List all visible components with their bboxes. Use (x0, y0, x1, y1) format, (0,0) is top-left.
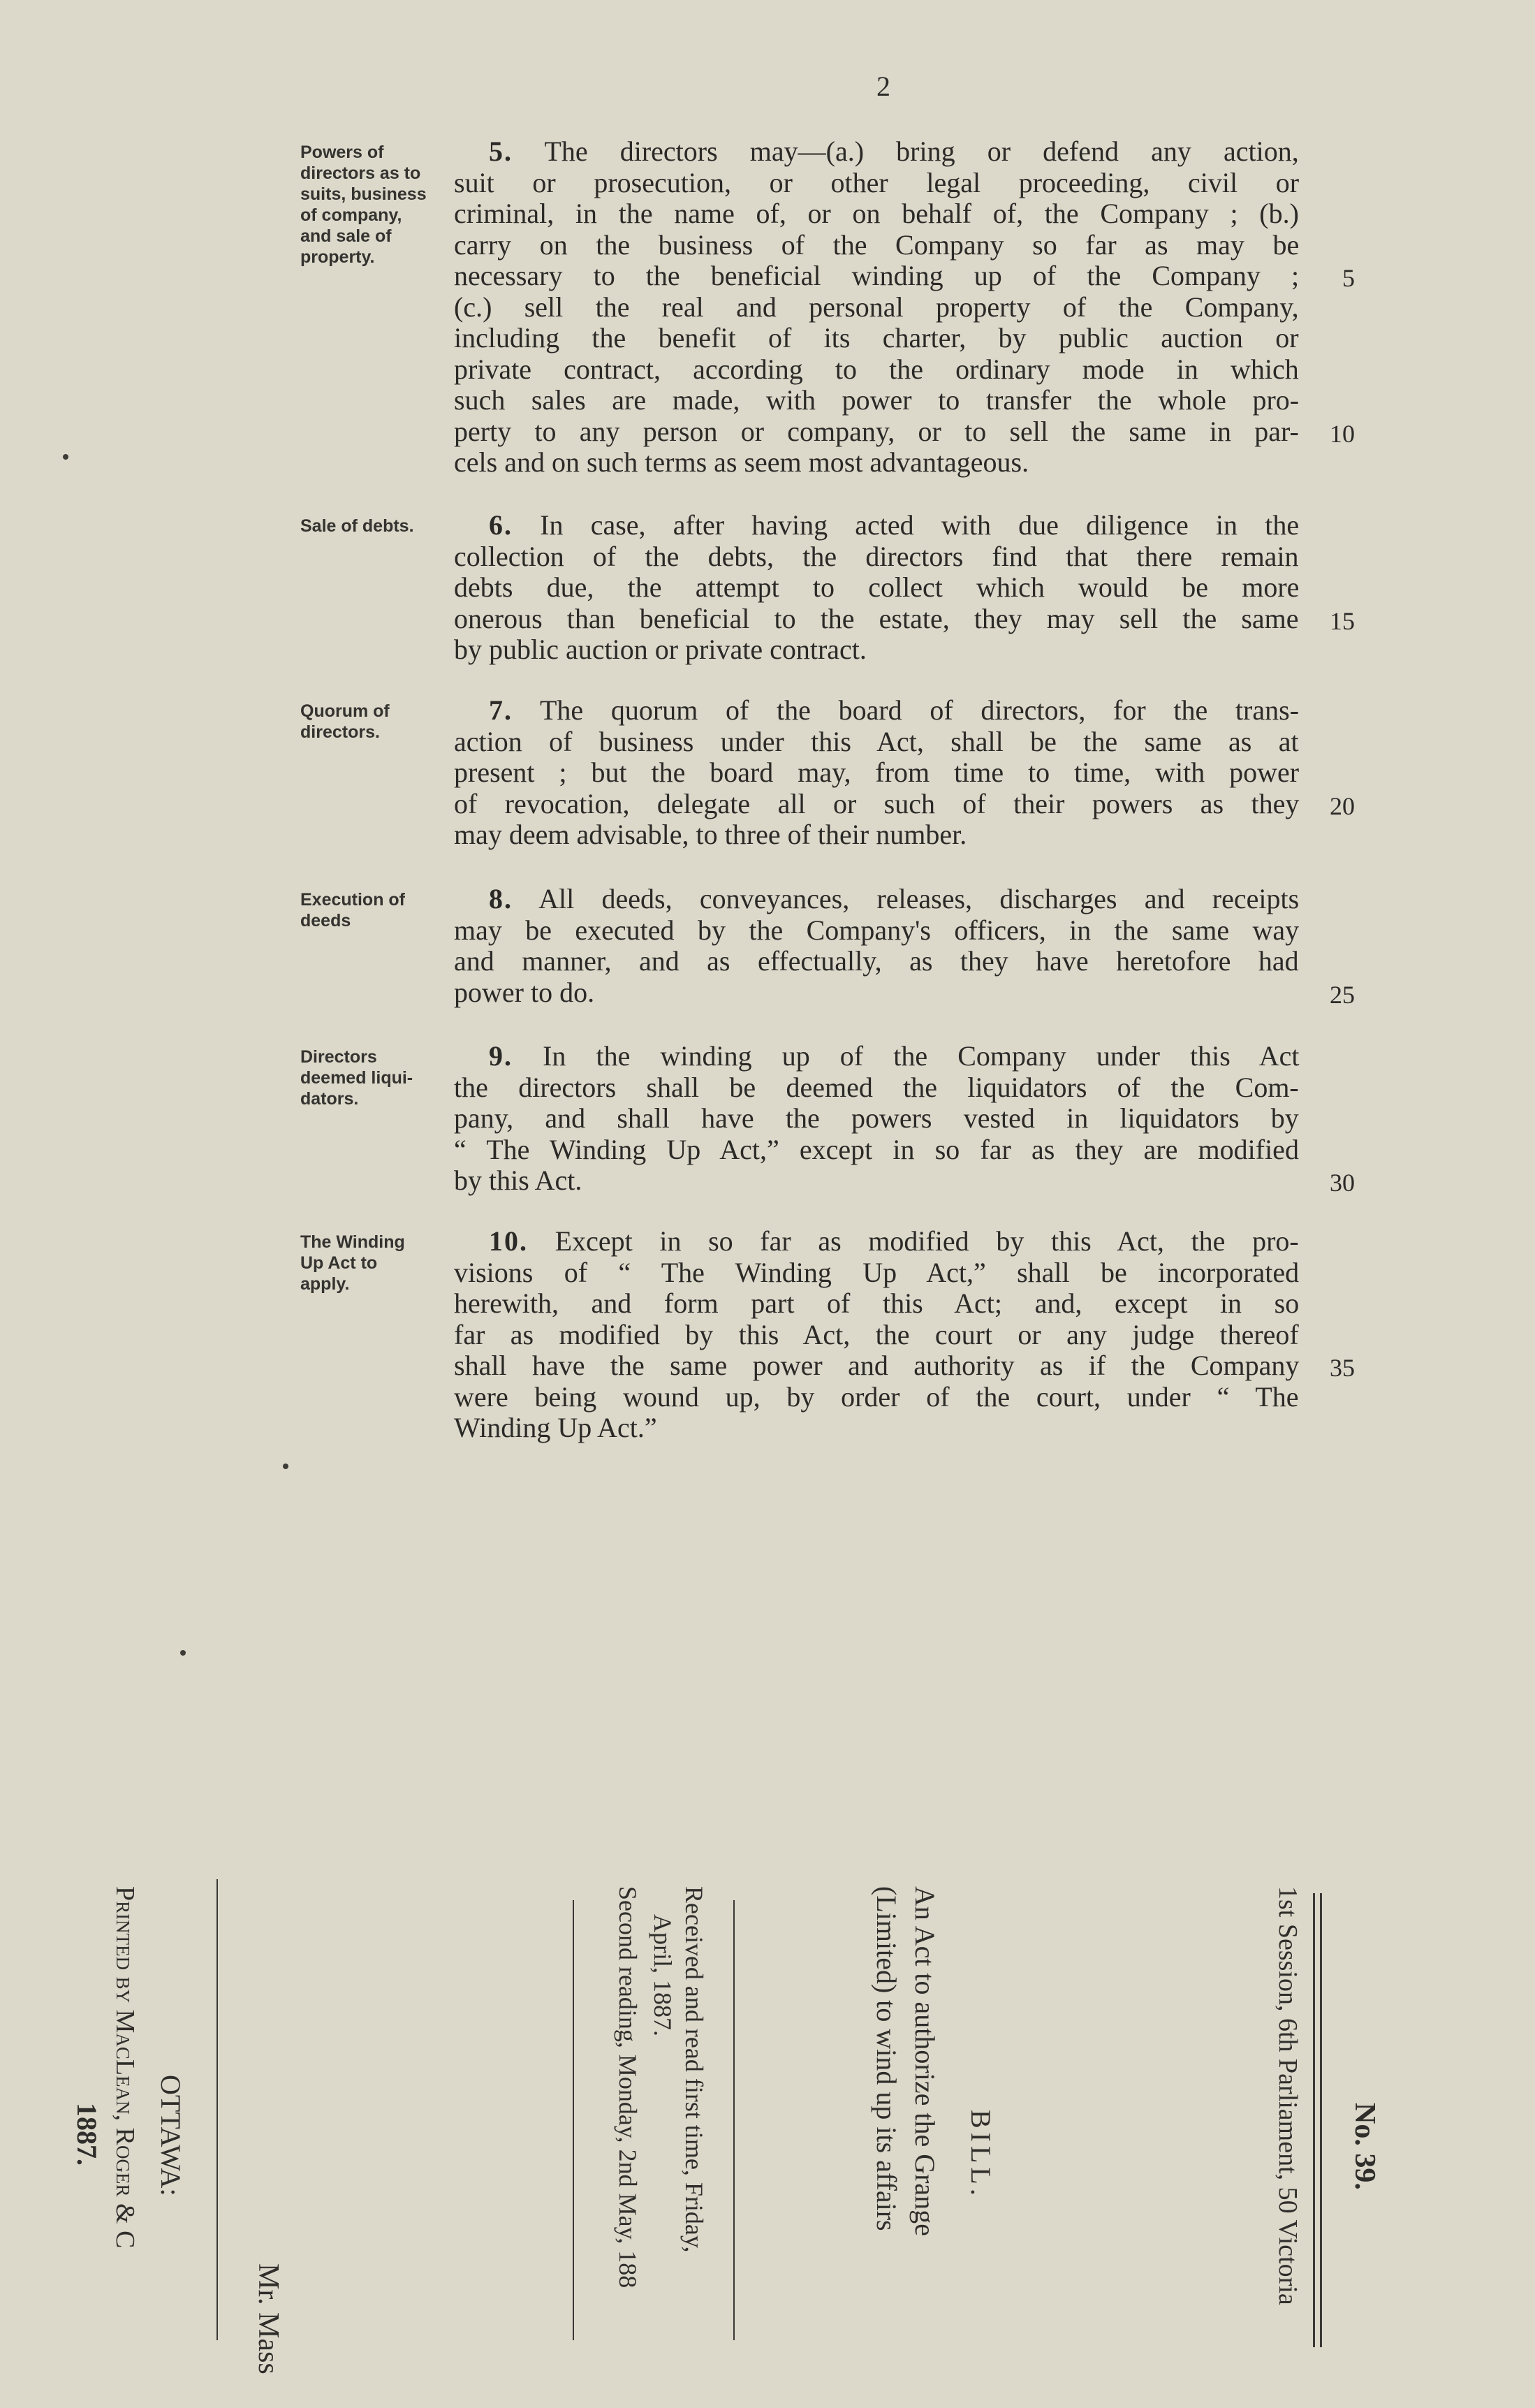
section-line (454, 819, 1299, 851)
page-number: 2 (876, 71, 890, 102)
place-line: OTTAWA: (155, 2075, 186, 2196)
section-line (454, 1413, 1299, 1444)
section-line (454, 1072, 1299, 1104)
marginal-note (300, 1046, 454, 1109)
section-line (454, 198, 1299, 230)
line-number: 15 (1330, 606, 1355, 635)
section-line (454, 447, 1299, 479)
section-text (454, 884, 1299, 1008)
marginal-note-line: deeds (300, 911, 351, 931)
marginal-note-line: deemed liqui- (300, 1068, 413, 1088)
section-line (454, 789, 1299, 820)
section-line (454, 977, 1299, 1009)
section-line (454, 695, 1299, 727)
section-line (454, 510, 1299, 541)
paper-speck (283, 1464, 288, 1469)
section-number: 8. (489, 883, 513, 914)
section-line (454, 634, 1299, 666)
section-line (454, 1134, 1299, 1166)
section-line (454, 323, 1299, 354)
section-line-text: were being wound up, by order of the court, under “ The (454, 1380, 1299, 1413)
reading-line: April, 1887. (649, 1914, 677, 2036)
section-line (454, 292, 1299, 323)
section-line-text: The quorum of the board of directors, for the trans- (539, 694, 1300, 726)
section-line-text: In case, after having acted with due diligence in the (540, 509, 1300, 541)
back-cover-rule (1320, 1893, 1322, 2347)
section-line (454, 1041, 1299, 1072)
marginal-note (300, 889, 454, 931)
paper-speck (63, 454, 68, 460)
section-line-text: shall have the same power and authority as if the Company (454, 1350, 1300, 1381)
bill-heading: BILL. (965, 2110, 997, 2200)
section-line (454, 1382, 1299, 1413)
bill-number: No. 39. (1349, 2103, 1381, 2190)
section-line-text: may deem advisable, to three of their number. (454, 819, 967, 850)
section-text (454, 1226, 1299, 1444)
section-line (454, 385, 1299, 416)
marginal-note-line: Execution of (300, 890, 406, 910)
section-line-text: collection of the debts, the directors find that there remain (454, 540, 1299, 572)
section-line-text: suit or prosecution, or other legal proceeding, civil or (454, 166, 1300, 198)
section-line (454, 354, 1299, 386)
section-line-text: The directors may—(a.) bring or defend any action, (544, 136, 1299, 167)
section-line (454, 1165, 1299, 1197)
section-line (454, 1288, 1299, 1320)
marginal-note-line: Quorum of (300, 701, 390, 721)
printer-line: Printed by MacLean, Roger & C (110, 1886, 140, 2249)
marginal-note (300, 1232, 454, 1294)
paper-speck (180, 1650, 186, 1656)
reading-line: Second reading, Monday, 2nd May, 188 (614, 1886, 642, 2289)
section-text (454, 1041, 1299, 1197)
section-line-text: necessary to the beneficial winding up of the Company ; (454, 260, 1300, 291)
section-line-text: “ The Winding Up Act,” except in so far as they are modified (454, 1133, 1299, 1165)
marginal-note-line: directors as to (300, 163, 421, 183)
session-line: 1st Session, 6th Parliament, 50 Victoria (1273, 1886, 1302, 2305)
section-line (454, 541, 1299, 573)
section-line-text: (c.) sell the real and personal property of the Company, (454, 291, 1299, 323)
section-line (454, 1320, 1299, 1351)
section-line-text: by this Act. (454, 1165, 582, 1196)
section-line-text: action of business under this Act, shall be the same as at (454, 725, 1299, 757)
reading-line: Received and read first time, Friday, (680, 1886, 708, 2253)
section-line-text: Except in so far as modified by this Act, the pro- (554, 1225, 1299, 1257)
marginal-note (300, 516, 454, 537)
section-line (454, 727, 1299, 758)
marginal-note (300, 701, 454, 743)
section-line-text: may be executed by the Company's officers, in the same way (454, 914, 1300, 946)
section-line-text: perty to any person or company, or to sell the same in par- (454, 415, 1299, 447)
section-text (454, 695, 1299, 851)
section-text (454, 510, 1299, 666)
section-line (454, 1103, 1299, 1134)
section-line-text: including the benefit of its charter, by public auction or (454, 322, 1299, 353)
section-line-text: All deeds, conveyances, releases, discharges and receipts (538, 883, 1300, 914)
section-line-text: and manner, and as effectually, as they have heretofore had (454, 945, 1299, 977)
section-line-text: power to do. (454, 976, 595, 1008)
section-line-text: carry on the business of the Company so far as may be (454, 228, 1300, 261)
section-line-text: private contract, according to the ordinary mode in which (454, 353, 1299, 385)
section-line (454, 1226, 1299, 1257)
back-cover-rule (1313, 1893, 1315, 2347)
marginal-note-line: directors. (300, 722, 380, 742)
marginal-note-line: Sale of debts. (300, 516, 414, 536)
marginal-note-line: and sale of (300, 226, 392, 246)
section-line (454, 168, 1299, 199)
marginal-note (300, 142, 454, 268)
section-line-text: visions of “ The Winding Up Act,” shall be incorporated (454, 1256, 1300, 1288)
line-number: 20 (1330, 791, 1355, 820)
section-number: 7. (489, 694, 513, 726)
marginal-note-line: property. (300, 247, 375, 267)
section-line-text: onerous than beneficial to the estate, they may sell the same (454, 602, 1299, 634)
section-line-text: far as modified by this Act, the court or any judge thereof (454, 1318, 1299, 1350)
section-line (454, 572, 1299, 604)
marginal-note-line: dators. (300, 1089, 359, 1109)
line-number: 10 (1330, 419, 1355, 448)
back-cover-rule (573, 1900, 574, 2340)
section-line-text: criminal, in the name of, or on behalf of, the Company ; (b.) (454, 198, 1299, 229)
section-line-text: such sales are made, with power to transfer the whole pro- (454, 384, 1300, 416)
section-line (454, 1350, 1299, 1382)
member-name: Mr. Mass (252, 2263, 284, 2374)
line-number: 35 (1330, 1354, 1355, 1382)
line-number: 30 (1330, 1169, 1355, 1197)
marginal-note-line: Directors (300, 1047, 377, 1067)
back-cover (71, 1872, 1460, 2374)
section-number: 10. (489, 1225, 528, 1257)
back-cover-rule (216, 1879, 218, 2340)
line-number: 5 (1342, 264, 1355, 292)
section-line (454, 946, 1299, 977)
marginal-note-line: of company, (300, 205, 402, 225)
year-line: 1887. (71, 2103, 103, 2166)
section-line (454, 261, 1299, 292)
section-line (454, 915, 1299, 947)
marginal-note-line: apply. (300, 1274, 350, 1294)
section-number: 9. (489, 1040, 513, 1072)
section-line-text: In the winding up of the Company under this Act (543, 1040, 1300, 1072)
section-line-text: debts due, the attempt to collect which would be more (454, 571, 1300, 603)
section-line (454, 604, 1299, 635)
marginal-note-line: Up Act to (300, 1253, 378, 1273)
back-cover-rule (733, 1900, 735, 2340)
section-line-text: present ; but the board may, from time to time, with power (454, 757, 1300, 788)
section-line (454, 884, 1299, 915)
section-line-text: of revocation, delegate all or such of their powers as they (454, 787, 1300, 819)
bill-title-line: An Act to authorize the Grange (909, 1886, 941, 2236)
marginal-note-line: Powers of (300, 143, 384, 162)
section-line-text: pany, and shall have the powers vested in liquidators by (454, 1102, 1299, 1134)
section-line-text: herewith, and form part of this Act; and, except in so (454, 1287, 1300, 1319)
section-line-text: Winding Up Act.” (454, 1412, 657, 1443)
section-line-text: cels and on such terms as seem most advantageous. (454, 446, 1029, 478)
marginal-note-line: suits, business (300, 184, 427, 204)
section-line (454, 416, 1299, 448)
marginal-note-line: The Winding (300, 1232, 405, 1252)
section-line (454, 230, 1299, 261)
section-text (454, 136, 1299, 479)
bill-title-line: (Limited) to wind up its affairs (871, 1886, 902, 2231)
section-line-text: the directors shall be deemed the liquidators of the Com- (454, 1071, 1299, 1103)
section-line-text: by public auction or private contract. (454, 634, 867, 665)
section-line (454, 136, 1299, 168)
section-number: 6. (489, 509, 513, 541)
section-number: 5. (489, 136, 513, 167)
section-line (454, 757, 1299, 789)
line-number: 25 (1330, 980, 1355, 1009)
section-line (454, 1257, 1299, 1289)
